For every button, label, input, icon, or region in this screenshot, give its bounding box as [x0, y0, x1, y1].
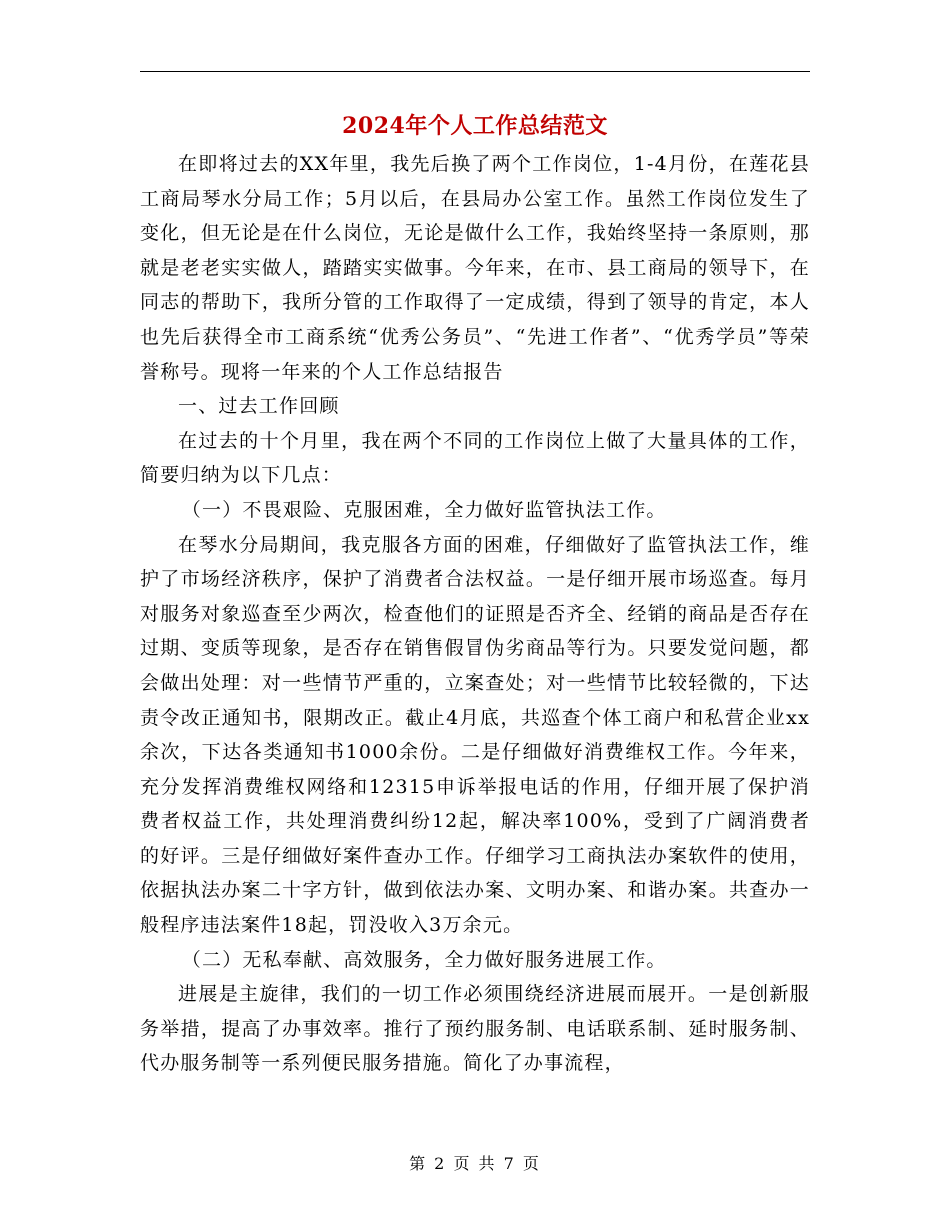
section-heading-review: 一、过去工作回顾 — [178, 395, 340, 418]
document-title: 2024年个人工作总结范文 — [342, 113, 608, 139]
body-paragraph-enforcement: 在琴水分局期间，我克服各方面的困难，仔细做好了监管执法工作，维护了市场经济秩序，保护了消费者合法权益。一是仔细开展市场巡查。每月对服务对象巡查至少两次，检查他们的证照是否齐全、经销的商品是否存在过期、变质等现象，是否存在销售假冒伪劣商品等行为。只要发觉问题，都会做出处理：对一些情节严重的，立案查处；对一些情节比较轻微的，下达责令改正通知书，限期改正。截止4月底，共巡查个体工商户和私营企业xx余次，下达各类通知书1000余份。二是仔细做好消费维权工作。今年来，充分发挥消费维权网络和12315申诉举报电话的作用，仔细开展了保护消费者权益工作，共处理消费纠纷12起，解决率100%，受到了广阔消费者的好评。三是仔细做好案件查办工作。仔细学习工商执法办案软件的使用，依据执法办案二十字方针，做到依法办案、文明办案、和谐办案。共查办一般程序违法案件18起，罚没收入3万余元。 — [140, 533, 810, 937]
body-paragraph-summary: 在过去的十个月里，我在两个不同的工作岗位上做了大量具体的工作，简要归纳为以下几点： — [140, 429, 810, 487]
body-paragraph-service: 进展是主旋律，我们的一切工作必须围绕经济进展而展开。一是创新服务举措，提高了办事效率。推行了预约服务制、电话联系制、延时服务制、代办服务制等一系列便民服务措施。简化了办事流程， — [140, 983, 810, 1075]
document-body — [140, 147, 810, 1081]
subsection-heading-enforcement: （一）不畏艰险、克服困难，全力做好监管执法工作。 — [181, 498, 667, 521]
page-number-footer: 第 2 页 共 7 页 — [409, 1154, 541, 1173]
body-paragraph-intro: 在即将过去的XX年里，我先后换了两个工作岗位，1-4月份，在莲花县工商局琴水分局工作；5月以后，在县局办公室工作。虽然工作岗位发生了变化，但无论是在什么岗位，无论是做什么工作，我始终坚持一条原则，那就是老老实实做人，踏踏实实做事。今年来，在市、县工商局的领导下，在同志的帮助下，我所分管的工作取得了一定成绩，得到了领导的肯定，本人也先后获得全市工商系统“优秀公务员”、“先进工作者”、“优秀学员”等荣誉称号。现将一年来的个人工作总结报告 — [140, 153, 810, 383]
subsection-heading-service: （二）无私奉献、高效服务，全力做好服务进展工作。 — [181, 948, 667, 971]
header-rule — [140, 71, 810, 72]
